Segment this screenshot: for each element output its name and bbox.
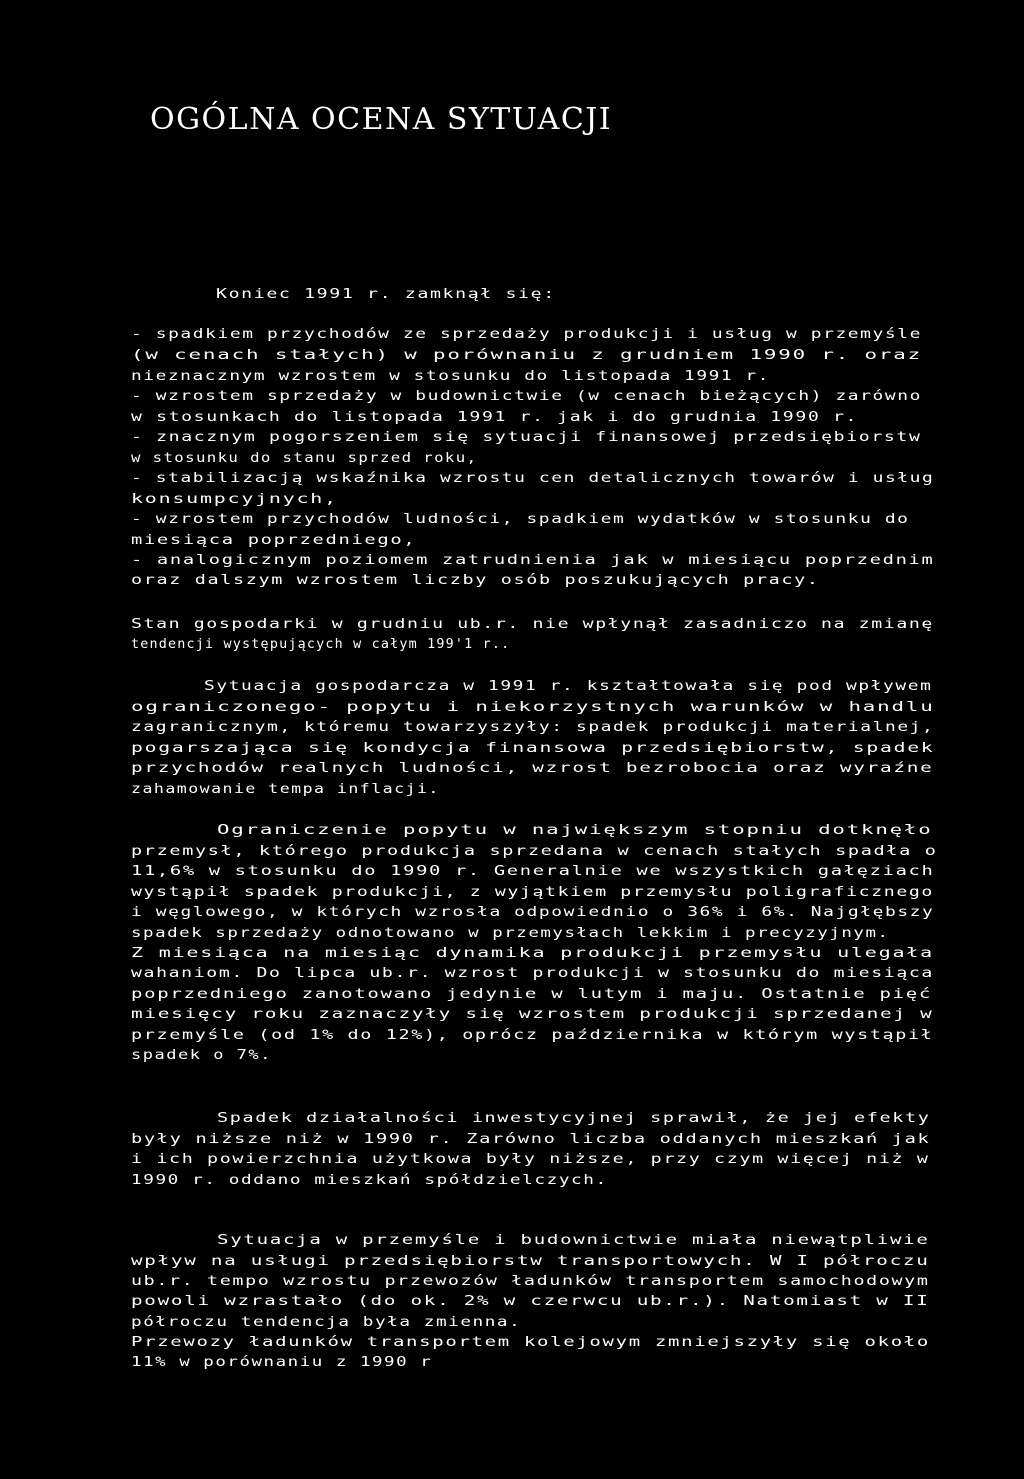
- text-line: Sytuacja w przemyśle i budownictwie miała niewątpliwie: [217, 1232, 930, 1248]
- text-line: przemyśle (od 1% do 12%), oprócz października w którym wystąpił: [131, 1027, 934, 1043]
- text-line: i węglowego, w których wzrosła odpowiednio o 36% i 6%. Najgłębszy: [131, 904, 935, 920]
- text-line: tendencji występujących w całym 199'1 r..: [131, 636, 511, 652]
- text-line: w stosunku do stanu sprzed roku,: [131, 450, 478, 466]
- text-line: - znacznym pogorszeniem się sytuacji finansowej przedsiębiorstw: [131, 429, 922, 445]
- text-line: wystąpił spadek produkcji, z wyjątkiem przemysłu poligraficznego: [131, 884, 934, 900]
- text-line: półroczu tendencja była zmienna.: [131, 1314, 522, 1330]
- text-line: 11,6% w stosunku do 1990 r. Generalnie we wszystkich gałęziach: [131, 863, 935, 879]
- text-line: spadek o 7%.: [131, 1047, 272, 1063]
- text-line: miesiąca poprzedniego,: [131, 532, 417, 548]
- text-line: - analogicznym poziomem zatrudnienia jak w miesiącu poprzednim: [131, 552, 935, 568]
- text-line: miesięcy roku zaznaczyły się wzrostem produkcji sprzedanej w: [131, 1006, 934, 1022]
- text-line: Ograniczenie popytu w największym stopniu dotknęło: [217, 822, 933, 838]
- text-line: Stan gospodarki w grudniu ub.r. nie wpłynął zasadniczo na zmianę: [131, 616, 934, 632]
- text-line: spadek sprzedaży odnotowano w przemysłach lekkim i precyzyjnym.: [131, 925, 890, 941]
- text-line: - wzrostem przychodów ludności, spadkiem wydatków w stosunku do: [131, 511, 910, 527]
- text-line: - wzrostem sprzedaży w budownictwie (w cenach bieżących) zarówno: [131, 388, 922, 404]
- text-line: przychodów realnych ludności, wzrost bezrobocia oraz wyraźne: [131, 760, 934, 776]
- text-line: poprzedniego zanotowano jedynie w lutym i maju. Ostatnie pięć: [131, 986, 932, 1002]
- text-line: i ich powierzchnia użytkowa były niższe, przy czym więcej niż w: [131, 1151, 930, 1167]
- text-line: 1990 r. oddano mieszkań spółdzielczych.: [131, 1172, 608, 1188]
- text-line: Sytuacja gospodarcza w 1991 r. kształtowała się pod wpływem: [204, 678, 933, 694]
- text-line: zagranicznym, któremu towarzyszyły: spadek produkcji materialnej,: [131, 719, 935, 735]
- text-line: ub.r. tempo wzrostu przewozów ładunków transportem samochodowym: [131, 1273, 930, 1289]
- text-line: oraz dalszym wzrostem liczby osób poszukujących pracy.: [131, 572, 820, 588]
- text-line: wahaniom. Do lipca ub.r. wzrost produkcji w stosunku do miesiąca: [131, 965, 934, 981]
- text-line: nieznacznym wzrostem w stosunku do listopada 1991 r.: [131, 368, 771, 384]
- text-line: pogarszająca się kondycja finansowa przedsiębiorstw, spadek: [131, 740, 935, 756]
- text-line: Spadek działalności inwestycyjnej sprawił, że jej efekty: [217, 1110, 931, 1126]
- text-line: Z miesiąca na miesiąc dynamika produkcji przemysłu ulegała: [131, 945, 935, 961]
- text-line: - spadkiem przychodów ze sprzedaży produkcji i usług w przemyśle: [131, 326, 922, 342]
- text-line: ograniczonego- popytu i niekorzystnych warunków w handlu: [131, 699, 935, 715]
- text-line: konsumpcyjnych,: [131, 491, 338, 507]
- text-line: 11% w porównaniu z 1990 r: [131, 1354, 433, 1370]
- text-line: wpływ na usługi przedsiębiorstw transportowych. W I półroczu: [131, 1253, 930, 1269]
- page-title: OGÓLNA OCENA SYTUACJI: [150, 102, 613, 137]
- text-line: Koniec 1991 r. zamknął się:: [216, 286, 556, 302]
- text-line: - stabilizacją wskaźnika wzrostu cen detalicznych towarów i usług: [131, 470, 935, 486]
- text-line: zahamowanie tempa inflacji.: [131, 781, 440, 797]
- text-line: przemysł, którego produkcja sprzedana w cenach stałych spadła o: [131, 843, 938, 859]
- text-line: Przewozy ładunków transportem kolejowym zmniejszyły się około: [131, 1334, 930, 1350]
- text-line: w stosunkach do listopada 1991 r. jak i do grudnia 1990 r.: [131, 409, 859, 425]
- text-line: były niższe niż w 1990 r. Zarówno liczba oddanych mieszkań jak: [131, 1131, 931, 1147]
- text-line: (w cenach stałych) w porównaniu z grudniem 1990 r. oraz: [131, 347, 923, 363]
- text-line: powoli wzrastało (do ok. 2% w czerwcu ub.r.). Natomiast w II: [131, 1293, 930, 1309]
